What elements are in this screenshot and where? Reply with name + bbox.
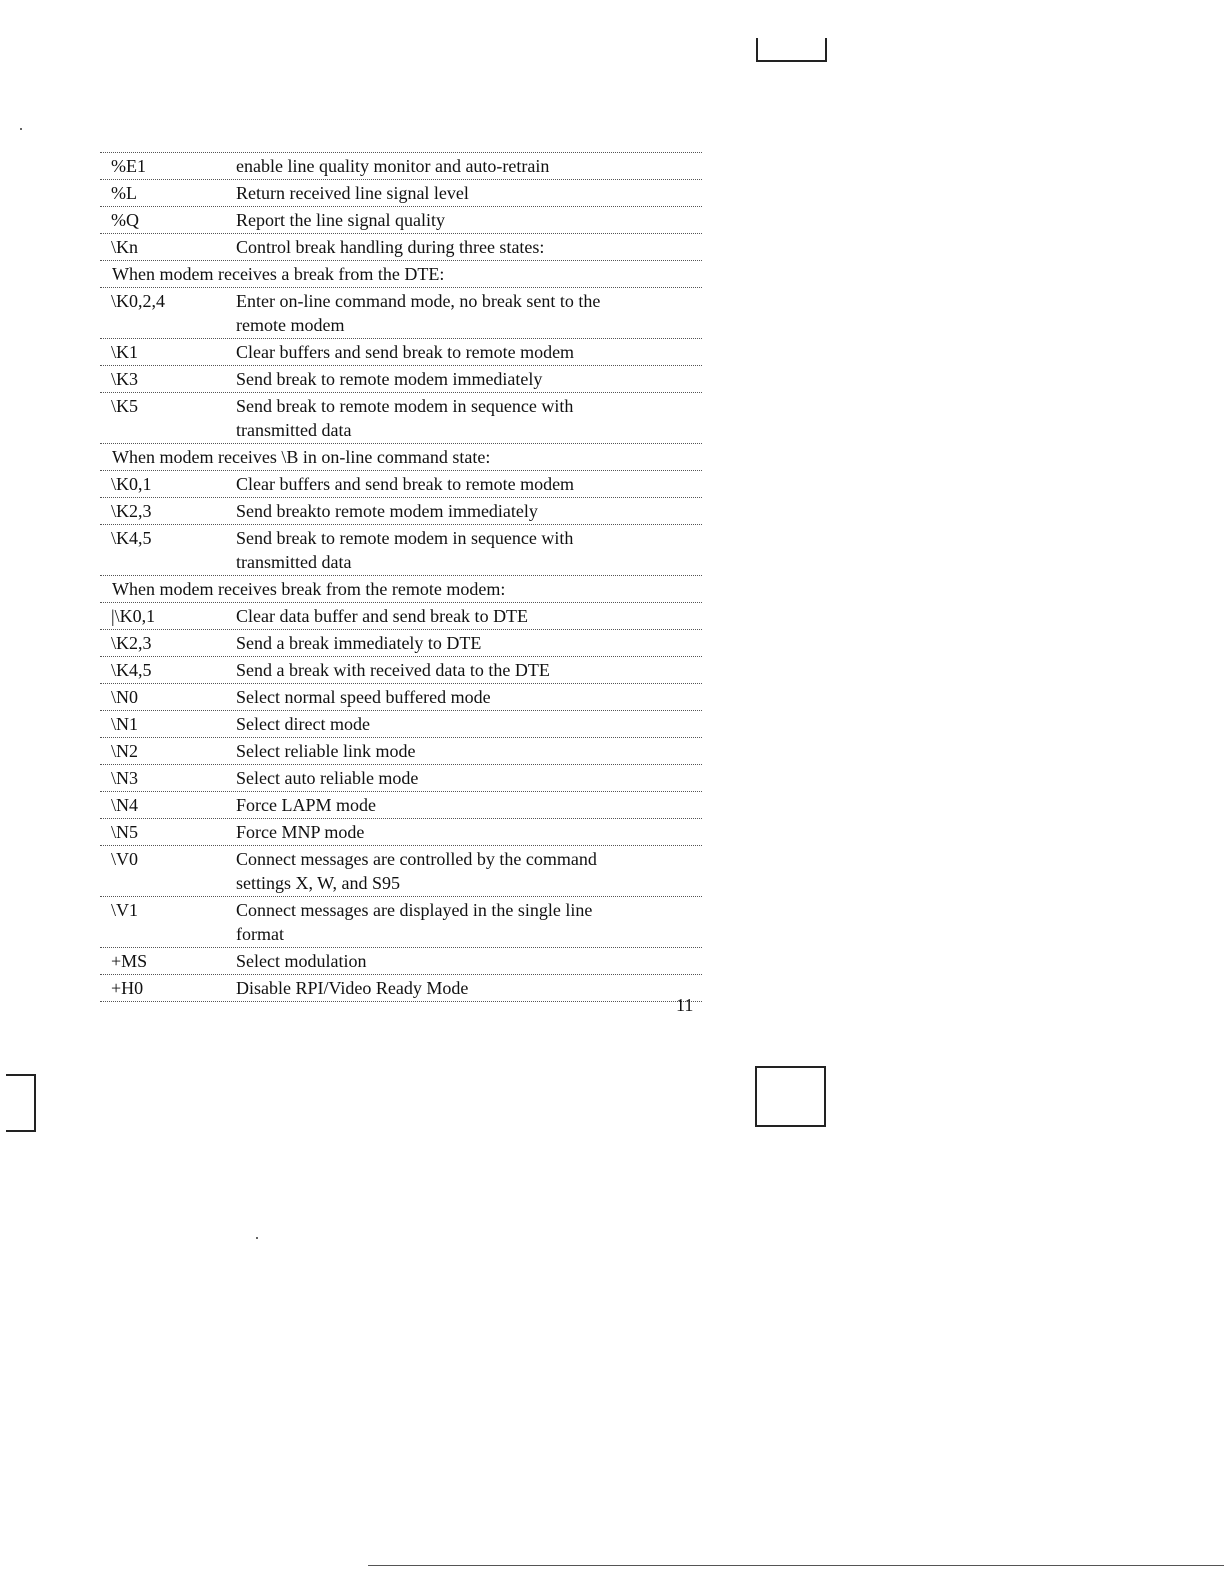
description-line: Select normal speed buffered mode [236,687,491,707]
section-heading: When modem receives \B in on-line command state: [112,447,491,467]
description-line: Send break to remote modem in sequence with [236,396,574,416]
description-line: remote modem [236,315,345,335]
command-code: \K2,3 [111,633,152,653]
command-code: \N0 [111,687,138,707]
command-description [235,820,702,845]
description-line: Send break to remote modem in sequence with [236,528,574,548]
section-heading-row [100,444,702,471]
command-code: %Q [111,210,139,230]
command-row [100,366,702,393]
description-line: Send a break immediately to DTE [236,633,482,653]
command-description [235,208,702,233]
command-row [100,738,702,765]
description-line: Force MNP mode [236,822,365,842]
description-line: Report the line signal quality [236,210,445,230]
command-table [100,152,702,1002]
description-line: Select modulation [236,951,367,971]
command-description [235,976,702,1001]
description-line: transmitted data [236,552,352,572]
description-line: transmitted data [236,420,352,440]
command-code: \K3 [111,369,138,389]
command-description [235,394,702,443]
command-code: +H0 [111,978,144,998]
description-line: Select auto reliable mode [236,768,419,788]
description-line: Return received line signal level [236,183,469,203]
command-code: \Kn [111,237,138,257]
section-heading-row [100,261,702,288]
description-line: Select reliable link mode [236,741,416,761]
command-description [235,604,702,629]
command-row [100,975,702,1002]
command-code: \K1 [111,342,138,362]
description-line: settings X, W, and S95 [236,873,401,893]
command-description [235,847,702,896]
command-code: \K4,5 [111,528,152,548]
command-code: %L [111,183,137,203]
command-row [100,765,702,792]
command-code: \K5 [111,396,138,416]
section-heading: When modem receives a break from the DTE: [112,264,445,284]
command-description [235,712,702,737]
description-line: Select direct mode [236,714,370,734]
command-code: |\K0,1 [111,606,156,626]
description-line: Connect messages are displayed in the single line [236,900,593,920]
command-code: \K0,1 [111,474,152,494]
command-row [100,234,702,261]
section-heading-row [100,576,702,603]
registration-mark-right [755,1066,826,1127]
command-code: \N2 [111,741,138,761]
command-code: +MS [111,951,148,971]
command-description [235,235,702,260]
command-row [100,288,702,339]
command-row [100,603,702,630]
command-description [235,685,702,710]
command-row [100,180,702,207]
command-code: \N5 [111,822,138,842]
command-description [235,631,702,656]
command-row [100,792,702,819]
command-description [235,472,702,497]
scan-speck [20,128,22,130]
description-line: format [236,924,284,944]
command-code: \K0,2,4 [111,291,165,311]
bottom-rule [368,1565,1224,1566]
command-description [235,793,702,818]
command-description [235,526,702,575]
description-line: Send break to remote modem immediately [236,369,543,389]
description-line: Clear data buffer and send break to DTE [236,606,529,626]
command-description [235,181,702,206]
description-line: Force LAPM mode [236,795,376,815]
command-description [235,154,702,179]
command-code: \K4,5 [111,660,152,680]
command-code: %E1 [111,156,146,176]
command-code: \K2,3 [111,501,152,521]
command-description [235,739,702,764]
command-description [235,340,702,365]
page-number: 11 [676,995,694,1015]
command-row [100,948,702,975]
registration-mark-top [756,38,827,62]
command-row [100,897,702,948]
command-code: \N1 [111,714,138,734]
command-row [100,684,702,711]
description-line: Send breakto remote modem immediately [236,501,538,521]
description-line: Control break handling during three states: [236,237,545,257]
description-line: Disable RPI/Video Ready Mode [236,978,469,998]
command-row [100,819,702,846]
command-description [235,658,702,683]
description-line: Enter on-line command mode, no break sent to the [236,291,601,311]
command-row [100,153,702,180]
scan-speck [256,1237,258,1239]
command-description [235,766,702,791]
command-code: \V1 [111,900,138,920]
description-line: enable line quality monitor and auto-retrain [236,156,550,176]
description-line: Clear buffers and send break to remote modem [236,474,575,494]
command-description [235,289,702,338]
command-row [100,471,702,498]
command-row [100,339,702,366]
command-row [100,207,702,234]
command-code: \N3 [111,768,138,788]
command-row [100,711,702,738]
description-line: Connect messages are controlled by the command [236,849,597,869]
command-description [235,898,702,947]
command-row [100,498,702,525]
command-row [100,846,702,897]
description-line: Send a break with received data to the DTE [236,660,550,680]
command-description [235,499,702,524]
section-heading: When modem receives break from the remote modem: [112,579,506,599]
command-description [235,367,702,392]
description-line: Clear buffers and send break to remote modem [236,342,575,362]
command-row [100,657,702,684]
command-row [100,525,702,576]
command-code: \N4 [111,795,138,815]
command-row [100,630,702,657]
command-code: \V0 [111,849,138,869]
command-description [235,949,702,974]
command-row [100,393,702,444]
registration-mark-left [6,1074,36,1132]
